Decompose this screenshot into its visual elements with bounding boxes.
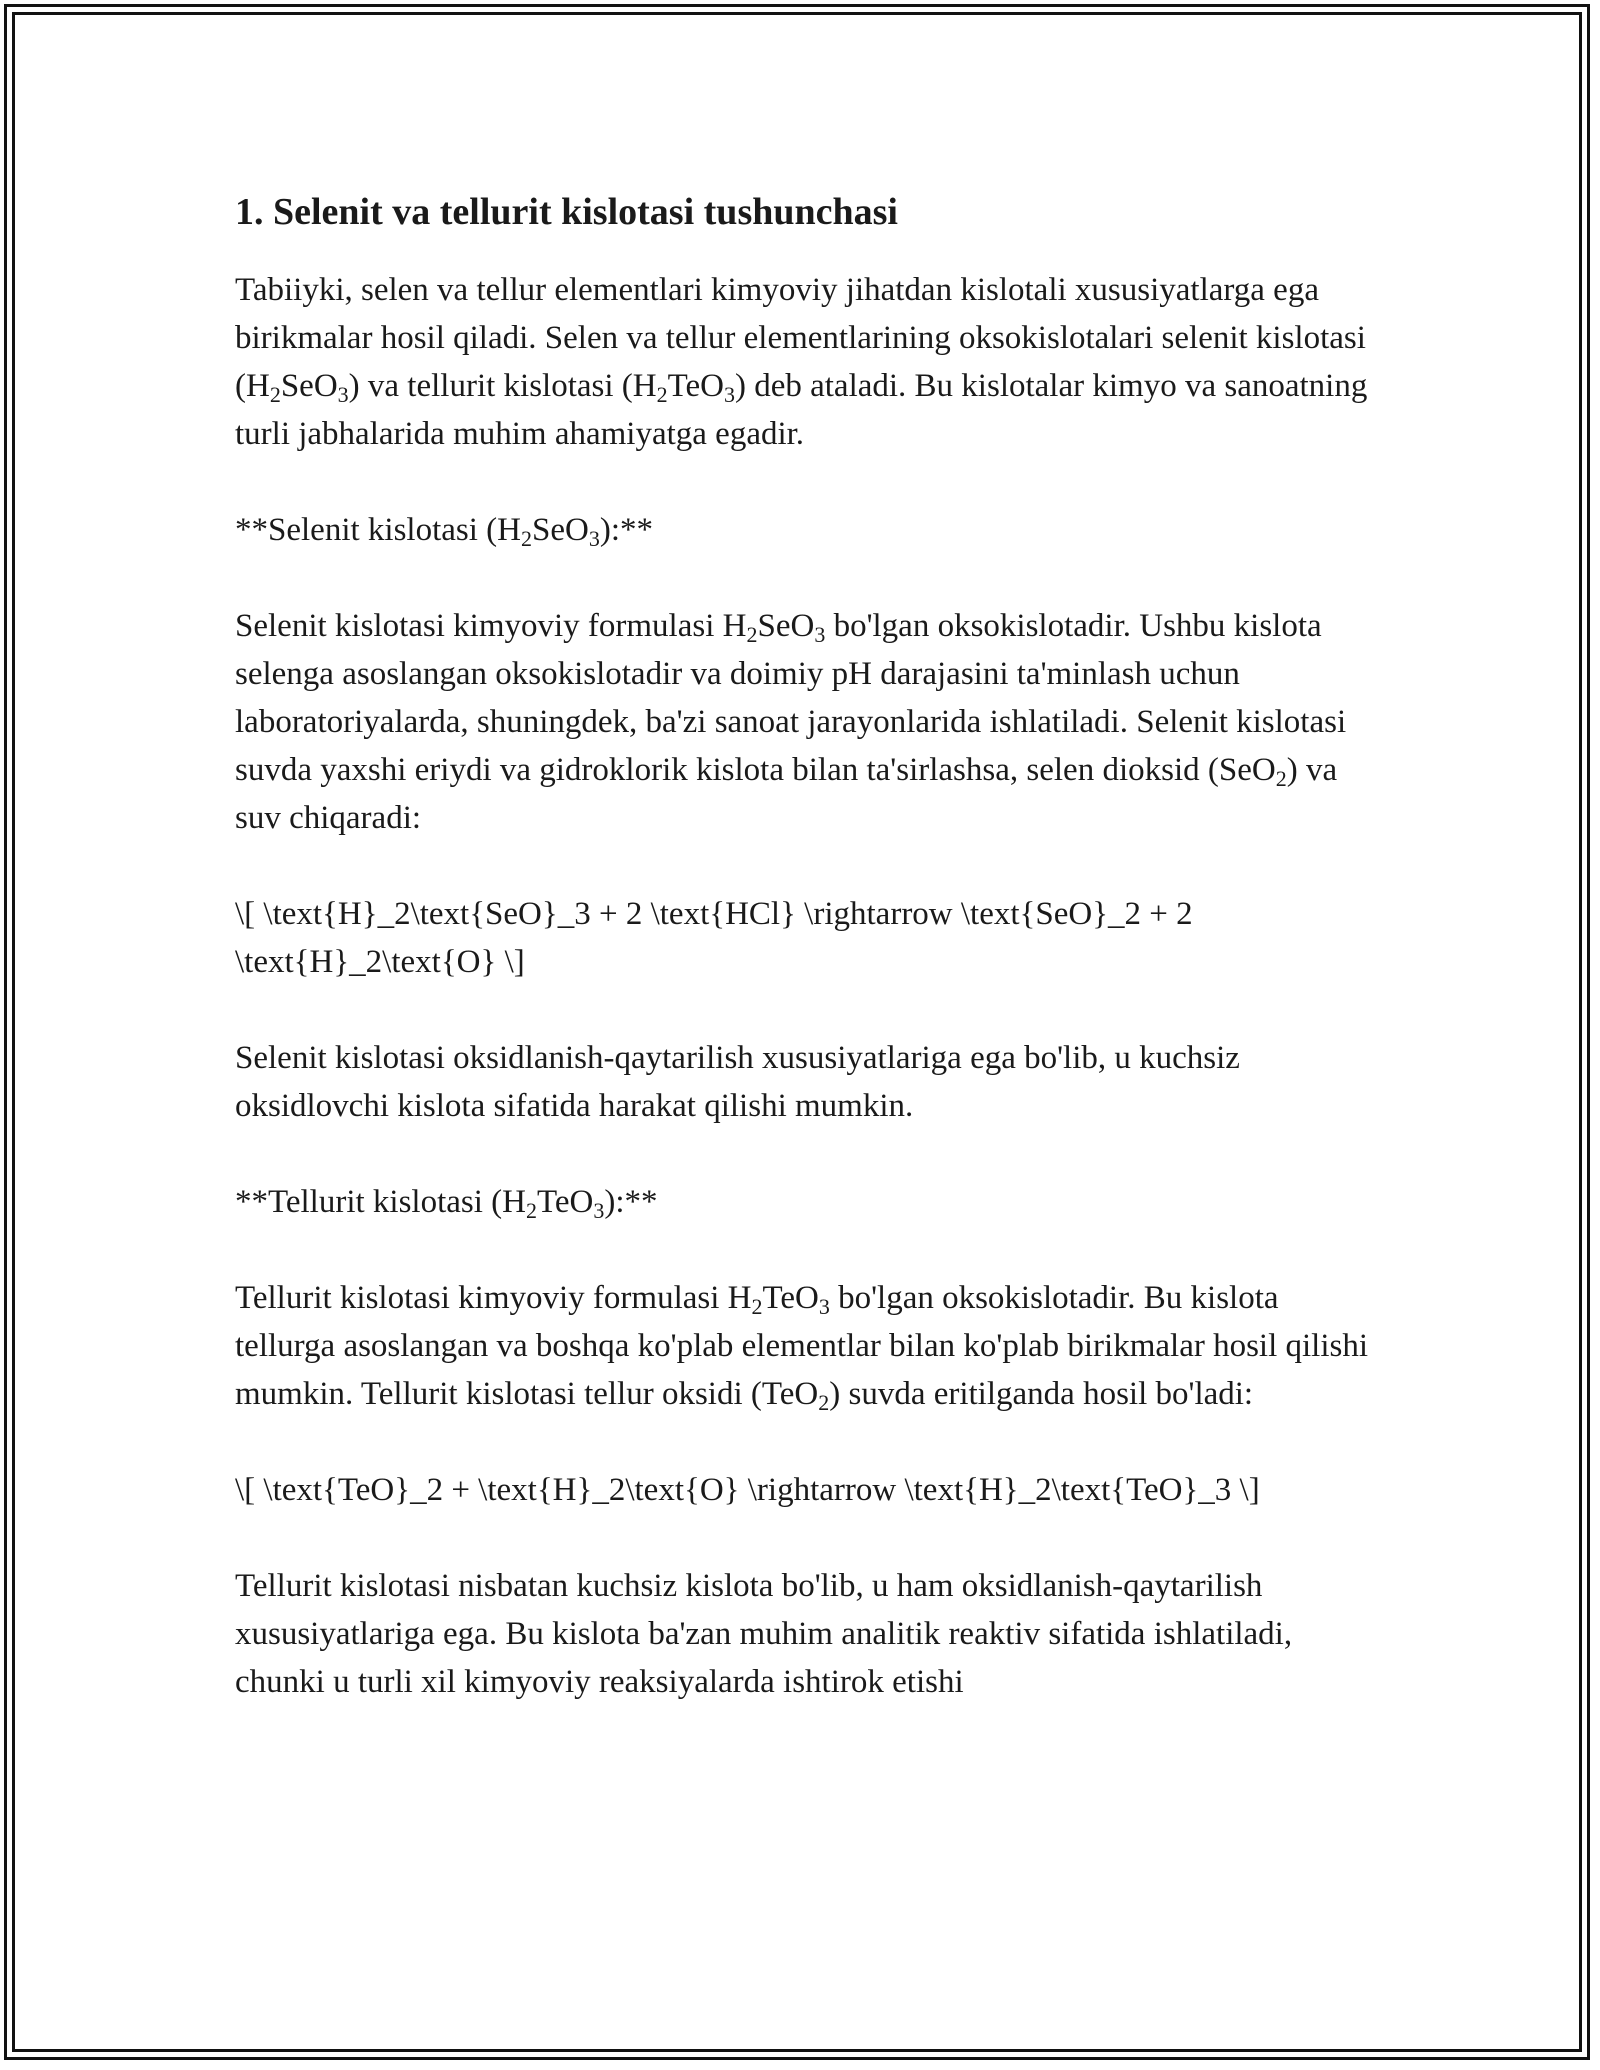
tellurit-paragraph: Tellurit kislotasi kimyoviy formulasi $H_2TeO_3$ bo'lgan oksokislotadir. Bu kislota tellurga asoslangan va boshqa ko'plab elementlar bilan ko'plab birikmalar hosil qilishi mumkin. Tellurit kislotasi tellur oksidi (TeO$_2$) suvda eritilganda hosil bo'ladi: xyxy=(235,1280,1369,1415)
selenit-paragraph-2: Selenit kislotasi oksidlanish-qaytarilish xususiyatlariga ega bo'lib, u kuchsiz oksidlovchi kislota sifatida harakat qilishi mumkin. xyxy=(235,1040,1240,1124)
section-heading: 1. Selenit va tellurit kislotasi tushunchasi xyxy=(235,191,898,233)
selenit-paragraph: Selenit kislotasi kimyoviy formulasi $H_2SeO_3$ bo'lgan oksokislotadir. Ushbu kislota selenga asoslangan oksokislotadir va doimiy pH darajasini ta'minlash uchun laboratoriyalarda, shuningdek, ba'zi sanoat jarayonlarida ishlatiladi. Selenit kislotasi suvda yaxshi eriydi va gidroklorik kislota bilan ta'sirlashsa, selen dioksid (SeO$_2$) va suv chiqaradi: xyxy=(235,608,1347,836)
document-body xyxy=(235,186,1375,1706)
equation-tellurit: \[ \text{TeO}_2 + \text{H}_2\text{O} \rightarrow \text{H}_2\text{TeO}_3 \] xyxy=(235,1472,1260,1508)
tellurit-paragraph-2: Tellurit kislotasi nisbatan kuchsiz kislota bo'lib, u ham oksidlanish-qaytarilish xususiyatlariga ega. Bu kislota ba'zan muhim analitik reaktiv sifatida ishlatiladi, chunki u turli xil kimyoviy reaksiyalarda ishtirok etishi xyxy=(235,1568,1293,1700)
equation-selenit: \[ \text{H}_2\text{SeO}_3 + 2 \text{HCl} \rightarrow \text{SeO}_2 + 2 \text{H}_2\text{O} \] xyxy=(235,896,1193,980)
selenit-subheading: **Selenit kislotasi $(H_2SeO_3):**$ xyxy=(235,512,653,551)
tellurit-subheading: **Tellurit kislotasi $(H_2TeO_3):**$ xyxy=(235,1184,658,1223)
intro-paragraph: Tabiiyki, selen va tellur elementlari kimyoviy jihatdan kislotali xususiyatlarga ega birikmalar hosil qiladi. Selen va tellur elementlarining oksokislotalari selenit kislotasi $(H_2SeO_3)$ va tellurit kislotasi $(H_2TeO_3)$ deb ataladi. Bu kislotalar kimyo va sanoatning turli jabhalarida muhim ahamiyatga egadir. xyxy=(235,272,1368,452)
